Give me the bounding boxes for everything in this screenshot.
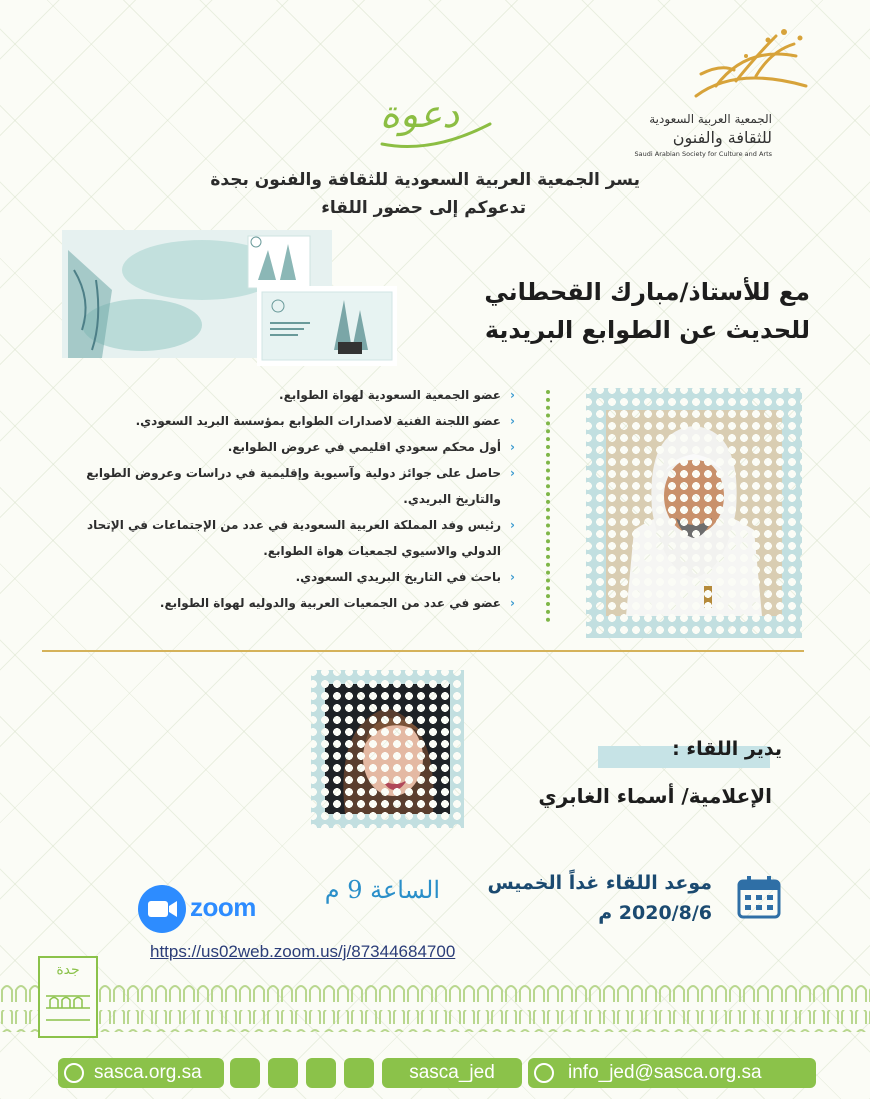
speaker-bio-list xyxy=(55,382,515,616)
zoom-wordmark: zoom xyxy=(190,892,256,922)
bio-item: ‹ عضو في عدد من الجمعيات العربية والدوليه لهواة الطوابع. xyxy=(55,590,515,616)
invitation-line-1: يسر الجمعية العربية السعودية للثقافة والفنون بجدة xyxy=(210,170,640,190)
chevron-bullet-icon: ‹ xyxy=(510,388,515,402)
snapchat-icon[interactable] xyxy=(306,1058,336,1088)
bio-item: ‹ عضو اللجنة الفنية لاصدارات الطوابع بمؤسسة البريد السعودي. xyxy=(55,408,515,434)
bio-item: ‹ أول محكم سعودي اقليمي في عروض الطوابع. xyxy=(55,434,515,460)
logo-name-english: Saudi Arabian Society for Culture and Arts xyxy=(634,150,772,158)
email-pill[interactable] xyxy=(528,1058,816,1088)
bio-item: ‹ عضو الجمعية السعودية لهواة الطوابع. xyxy=(55,382,515,408)
bio-item: ‹ رئيس وفد المملكة العربية السعودية في عدد من الإجتماعات في الإتحاد الدولي والاسيوي لجمعيات هواة الطوابع. xyxy=(55,512,515,564)
invitation-calligraphy xyxy=(372,84,502,160)
website-text: sasca.org.sa xyxy=(94,1062,202,1083)
moderator-portrait-image xyxy=(325,684,450,814)
lecture-title-line-2: للحديث عن الطوابع البريدية xyxy=(484,316,810,344)
chevron-bullet-icon: ‹ xyxy=(510,414,515,428)
section-divider xyxy=(42,650,804,652)
meeting-day: موعد اللقاء غداً الخميس xyxy=(487,872,712,894)
bio-item: ‹ باحث في التاريخ البريدي السعودي. xyxy=(55,564,515,590)
logo-name-arabic-1: الجمعية العربية السعودية xyxy=(649,112,772,126)
social-handle-text: sasca_jed xyxy=(409,1062,495,1083)
instagram-icon[interactable] xyxy=(230,1058,260,1088)
dotted-separator xyxy=(546,390,550,622)
speaker-portrait-image xyxy=(606,410,782,616)
calendar-icon xyxy=(736,874,782,920)
chevron-bullet-icon: ‹ xyxy=(510,466,515,480)
lecture-title-line-1: مع للأستاذ/مبارك القحطاني xyxy=(484,278,810,306)
chevron-bullet-icon: ‹ xyxy=(510,440,515,454)
calligraphy-logo-icon xyxy=(676,26,816,106)
meeting-time: الساعة 9 م xyxy=(324,876,440,904)
society-logo xyxy=(634,26,830,166)
globe-icon xyxy=(64,1063,84,1083)
jeddah-label: جدة xyxy=(56,962,80,978)
chevron-bullet-icon: ‹ xyxy=(510,570,515,584)
moderator-label: يدير اللقاء : xyxy=(672,738,782,760)
moderator-photo-frame xyxy=(311,670,464,828)
logo-name-arabic-2: للثقافة والفنون xyxy=(672,128,772,147)
invitation-line-2: تدعوكم إلى حضور اللقاء xyxy=(321,198,526,218)
website-pill[interactable] xyxy=(58,1058,224,1088)
email-text: info_jed@sasca.org.sa xyxy=(568,1062,762,1083)
speaker-photo-frame xyxy=(586,388,802,638)
chevron-bullet-icon: ‹ xyxy=(510,518,515,532)
speaker-photo xyxy=(606,410,782,616)
chevron-bullet-icon: ‹ xyxy=(510,596,515,610)
postage-stamps-image xyxy=(62,230,402,370)
zoom-meeting-link[interactable]: https://us02web.zoom.us/j/87344684700 xyxy=(150,942,456,961)
ornamental-border xyxy=(0,980,870,1036)
twitter-icon[interactable] xyxy=(268,1058,298,1088)
facebook-icon[interactable] xyxy=(344,1058,374,1088)
stamps-illustration xyxy=(62,230,402,370)
contact-footer xyxy=(58,1054,818,1090)
meeting-date: 2020/8/6 م xyxy=(598,902,712,924)
email-icon xyxy=(534,1063,554,1083)
zoom-logo-icon xyxy=(137,884,187,934)
bio-item: ‹ حاصل على جوائز دولية وآسيوية وإقليمية في دراسات وعروض الطوابع والتاريخ البريدي. xyxy=(55,460,515,512)
social-handle-pill[interactable] xyxy=(382,1058,522,1088)
moderator-photo xyxy=(325,684,450,814)
jeddah-badge xyxy=(38,956,98,1038)
invitation-word: دعوة xyxy=(380,92,460,136)
moderator-name: الإعلامية/ أسماء الغابري xyxy=(538,784,772,808)
